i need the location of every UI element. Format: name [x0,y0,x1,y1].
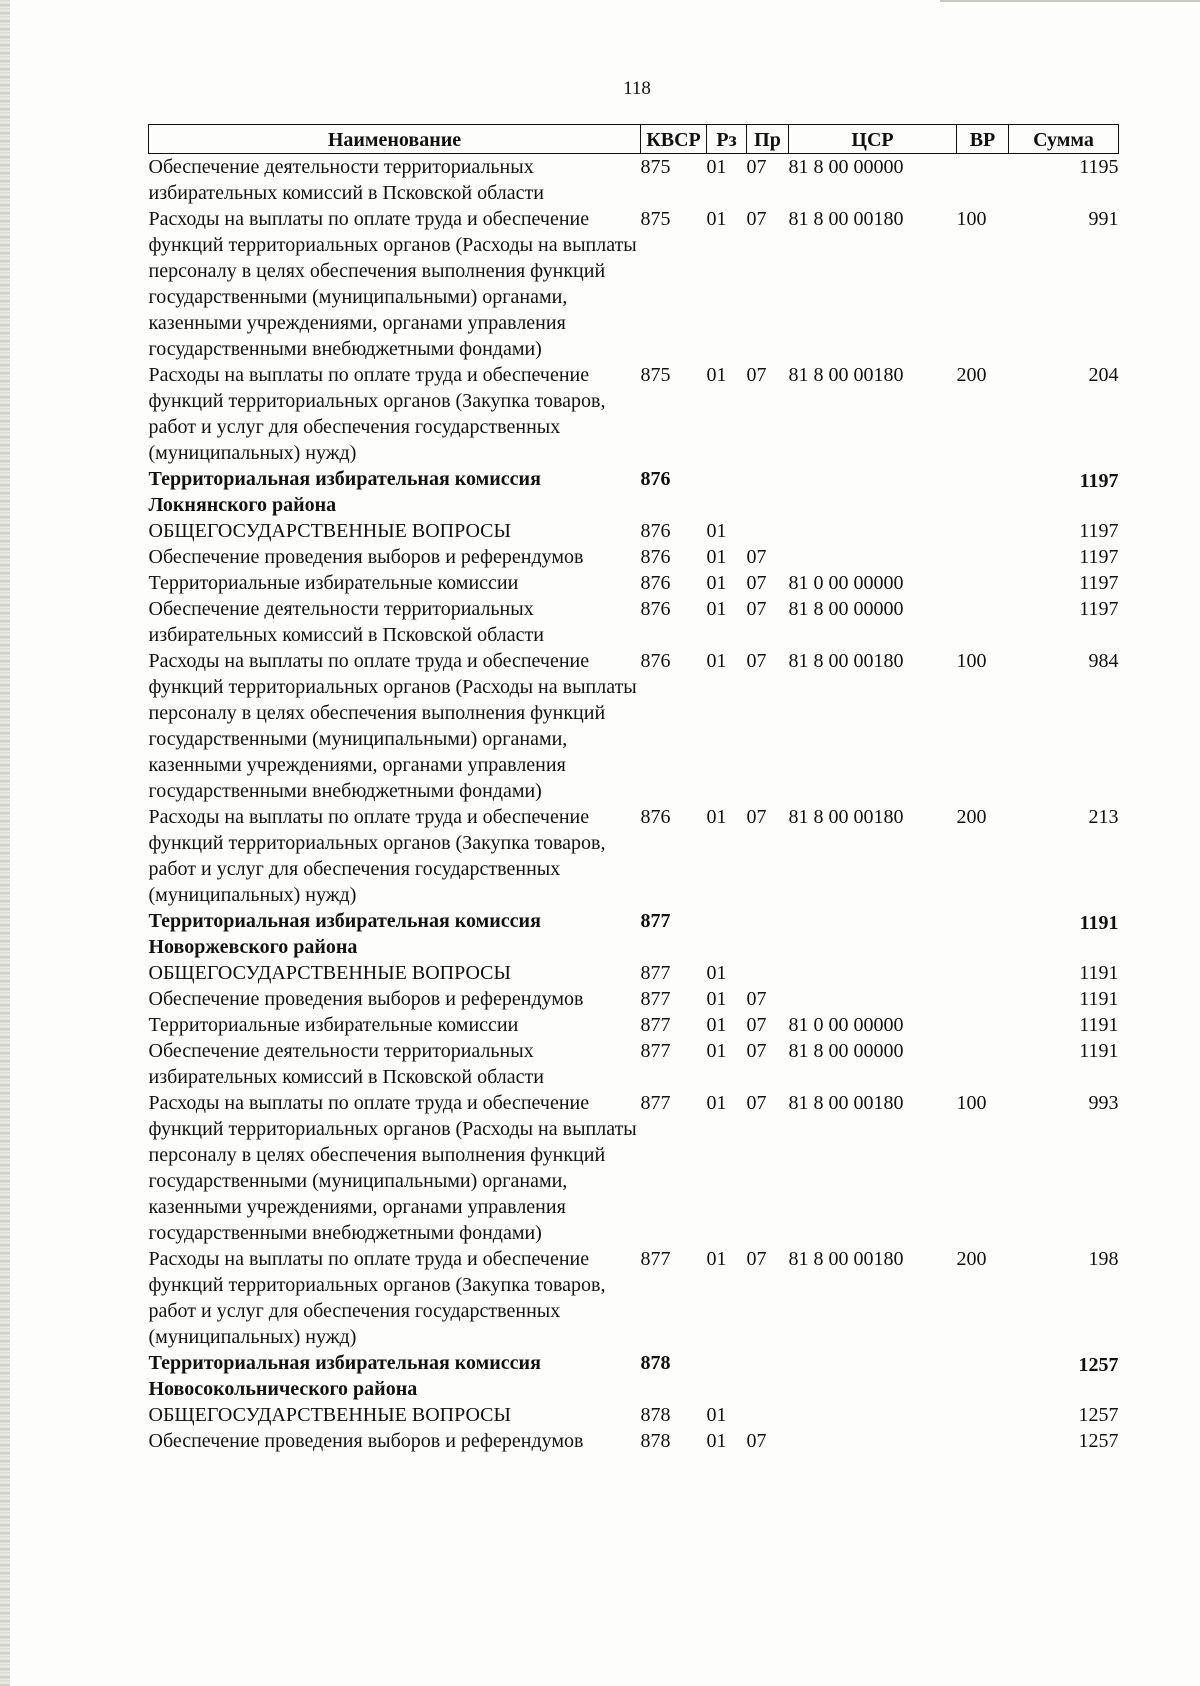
cell-sum: 1191 [1079,962,1119,984]
cell-name: Обеспечение деятельности территориальных избирательных комиссий в Псковской области [148,598,544,646]
cell-name: Территориальная избирательная комиссия Новосокольнического района [148,1352,541,1400]
cell-sum: 991 [1088,208,1119,230]
cell-sum: 1191 [1079,988,1119,1010]
cell-rz [707,1350,747,1402]
header-vr: ВР [957,125,1009,154]
cell-name: Расходы на выплаты по оплате труда и обеспечение функций территориальных органов (Расходы на выплаты персоналу в целях обеспечения выполнения функций государственными (муниципальными) органами, казенными учреждениями, органами управления государственными внебюджетными фондами) [148,208,637,360]
cell-rz: 01 [706,806,727,828]
cell-vr [957,596,1009,648]
cell-csr [789,544,957,570]
table-body [149,154,1119,1455]
cell-rz: 01 [706,1014,727,1036]
cell-rz: 01 [706,156,727,178]
cell-name: ОБЩЕГОСУДАРСТВЕННЫЕ ВОПРОСЫ [148,962,511,984]
cell-pr: 07 [746,650,767,672]
table-row [149,596,1119,648]
cell-pr [747,960,789,986]
cell-name: Территориальная избирательная комиссия Новоржевского района [148,910,541,958]
table-row [149,1350,1119,1402]
cell-name: Обеспечение деятельности территориальных избирательных комиссий в Псковской области [148,156,544,204]
table-row [149,1246,1119,1350]
cell-name: Обеспечение деятельности территориальных избирательных комиссий в Псковской области [148,1040,544,1088]
cell-name: Расходы на выплаты по оплате труда и обеспечение функций территориальных органов (Закупка товаров, работ и услуг для обеспечения государственных (муниципальных) нужд) [148,364,606,464]
cell-sum: 198 [1088,1248,1119,1270]
cell-rz: 01 [706,650,727,672]
cell-rz: 01 [706,1092,727,1114]
cell-rz: 01 [706,1430,727,1452]
cell-vr: 200 [956,1248,987,1270]
cell-csr: 81 0 00 00000 [788,1014,904,1036]
cell-vr [957,1038,1009,1090]
cell-sum: 1197 [1079,520,1119,542]
cell-name: Обеспечение проведения выборов и референдумов [148,1430,584,1452]
cell-vr [957,1350,1009,1402]
cell-vr [957,1402,1009,1428]
scan-edge-top [940,0,1200,2]
cell-kvsr: 875 [640,364,671,386]
cell-csr [789,986,957,1012]
cell-kvsr: 877 [640,988,671,1010]
cell-name: Обеспечение проведения выборов и референдумов [148,546,584,568]
cell-kvsr: 877 [640,1248,671,1270]
cell-name: Расходы на выплаты по оплате труда и обеспечение функций территориальных органов (Закупка товаров, работ и услуг для обеспечения государственных (муниципальных) нужд) [148,806,606,906]
table-row [149,960,1119,986]
cell-vr [957,1428,1009,1454]
cell-kvsr: 876 [640,650,671,672]
cell-sum: 1191 [1079,1014,1119,1036]
cell-name: ОБЩЕГОСУДАРСТВЕННЫЕ ВОПРОСЫ [148,1404,511,1426]
table-row [149,908,1119,960]
table-header-row [149,125,1119,154]
cell-csr: 81 8 00 00180 [788,1092,904,1114]
cell-sum: 993 [1088,1092,1119,1114]
cell-sum: 984 [1088,650,1119,672]
page-number: 118 [623,78,651,99]
cell-csr [789,960,957,986]
cell-pr [747,518,789,544]
cell-sum: 1257 [1078,1404,1119,1426]
table-row [149,544,1119,570]
table-row [149,1090,1119,1246]
cell-kvsr: 878 [640,1430,671,1452]
cell-sum: 1191 [1079,1040,1119,1062]
cell-rz [707,908,747,960]
scan-edge [0,0,10,1686]
table-row [149,804,1119,908]
cell-pr: 07 [746,364,767,386]
cell-rz: 01 [706,962,727,984]
cell-rz: 01 [706,364,727,386]
cell-vr: 100 [956,208,987,230]
cell-vr [957,960,1009,986]
cell-name: Обеспечение проведения выборов и референдумов [148,988,584,1010]
cell-sum: 213 [1088,806,1119,828]
cell-pr: 07 [746,1092,767,1114]
cell-sum: 1197 [1079,572,1119,594]
table-row [149,1038,1119,1090]
cell-rz: 01 [706,520,727,542]
cell-vr: 100 [956,650,987,672]
cell-csr [789,518,957,544]
table-row [149,1428,1119,1454]
cell-kvsr: 876 [640,572,671,594]
cell-rz: 01 [706,572,727,594]
cell-sum: 1197 [1079,470,1119,492]
cell-pr [747,908,789,960]
table-row [149,570,1119,596]
cell-csr: 81 8 00 00180 [788,208,904,230]
cell-sum: 1257 [1078,1430,1119,1452]
cell-kvsr: 876 [640,806,671,828]
cell-rz: 01 [706,1404,727,1426]
cell-rz: 01 [706,598,727,620]
cell-csr [789,466,957,518]
table-row [149,362,1119,466]
cell-rz: 01 [706,546,727,568]
cell-kvsr: 875 [640,156,671,178]
cell-csr: 81 8 00 00000 [788,1040,904,1062]
cell-name: Расходы на выплаты по оплате труда и обеспечение функций территориальных органов (Расходы на выплаты персоналу в целях обеспечения выполнения функций государственными (муниципальными) органами, казенными учреждениями, органами управления государственными внебюджетными фондами) [148,650,637,802]
table-row [149,1012,1119,1038]
table-row [149,518,1119,544]
cell-sum: 1197 [1079,546,1119,568]
cell-pr: 07 [746,988,767,1010]
cell-vr: 200 [956,364,987,386]
cell-vr [957,570,1009,596]
cell-name: Расходы на выплаты по оплате труда и обеспечение функций территориальных органов (Закупка товаров, работ и услуг для обеспечения государственных (муниципальных) нужд) [148,1248,606,1348]
cell-pr [747,466,789,518]
table-row [149,154,1119,207]
cell-kvsr: 878 [640,1404,671,1426]
table-row [149,206,1119,362]
cell-csr [789,1402,957,1428]
cell-vr: 200 [956,806,987,828]
cell-csr: 81 0 00 00000 [788,572,904,594]
cell-kvsr: 875 [640,208,671,230]
table-row [149,466,1119,518]
cell-pr: 07 [746,156,767,178]
cell-csr [789,1350,957,1402]
table-row [149,1402,1119,1428]
cell-csr: 81 8 00 00180 [788,650,904,672]
header-sum: Сумма [1009,125,1119,154]
cell-kvsr: 877 [640,962,671,984]
cell-csr: 81 8 00 00180 [788,806,904,828]
cell-kvsr: 878 [640,1352,671,1374]
cell-pr: 07 [746,1040,767,1062]
cell-vr [957,908,1009,960]
cell-sum: 1257 [1078,1354,1119,1376]
cell-pr: 07 [746,1430,767,1452]
cell-sum: 1197 [1079,598,1119,620]
cell-csr [789,1428,957,1454]
cell-csr: 81 8 00 00180 [788,364,904,386]
cell-csr [789,908,957,960]
cell-name: Территориальные избирательные комиссии [148,572,519,594]
cell-rz [707,466,747,518]
header-rz: Рз [707,125,747,154]
cell-name: ОБЩЕГОСУДАРСТВЕННЫЕ ВОПРОСЫ [148,520,511,542]
cell-rz: 01 [706,208,727,230]
cell-kvsr: 876 [640,598,671,620]
cell-vr [957,154,1009,207]
header-kvsr: КВСР [641,125,707,154]
cell-kvsr: 876 [640,468,671,490]
cell-kvsr: 877 [640,910,671,932]
table-row [149,648,1119,804]
header-csr: ЦСР [789,125,957,154]
cell-pr: 07 [746,1014,767,1036]
cell-sum: 1195 [1079,156,1119,178]
cell-rz: 01 [706,1248,727,1270]
cell-name: Расходы на выплаты по оплате труда и обеспечение функций территориальных органов (Расходы на выплаты персоналу в целях обеспечения выполнения функций государственными (муниципальными) органами, казенными учреждениями, органами управления государственными внебюджетными фондами) [148,1092,637,1244]
cell-sum: 1191 [1079,912,1119,934]
cell-csr: 81 8 00 00180 [788,1248,904,1270]
cell-pr: 07 [746,1248,767,1270]
cell-kvsr: 877 [640,1092,671,1114]
cell-rz: 01 [706,988,727,1010]
cell-vr [957,1012,1009,1038]
cell-kvsr: 876 [640,520,671,542]
cell-sum: 204 [1088,364,1119,386]
cell-pr: 07 [746,208,767,230]
cell-name: Территориальные избирательные комиссии [148,1014,519,1036]
header-name: Наименование [149,125,641,154]
header-pr: Пр [747,125,789,154]
table-row [149,986,1119,1012]
cell-vr: 100 [956,1092,987,1114]
cell-pr: 07 [746,598,767,620]
cell-vr [957,518,1009,544]
cell-vr [957,544,1009,570]
cell-vr [957,986,1009,1012]
cell-kvsr: 877 [640,1040,671,1062]
cell-vr [957,466,1009,518]
cell-csr: 81 8 00 00000 [788,156,904,178]
cell-kvsr: 876 [640,546,671,568]
cell-pr [747,1402,789,1428]
budget-table [148,124,1119,1454]
cell-rz: 01 [706,1040,727,1062]
cell-pr: 07 [746,546,767,568]
cell-pr [747,1350,789,1402]
cell-name: Территориальная избирательная комиссия Локнянского района [148,468,541,516]
cell-pr: 07 [746,572,767,594]
cell-kvsr: 877 [640,1014,671,1036]
cell-pr: 07 [746,806,767,828]
cell-csr: 81 8 00 00000 [788,598,904,620]
